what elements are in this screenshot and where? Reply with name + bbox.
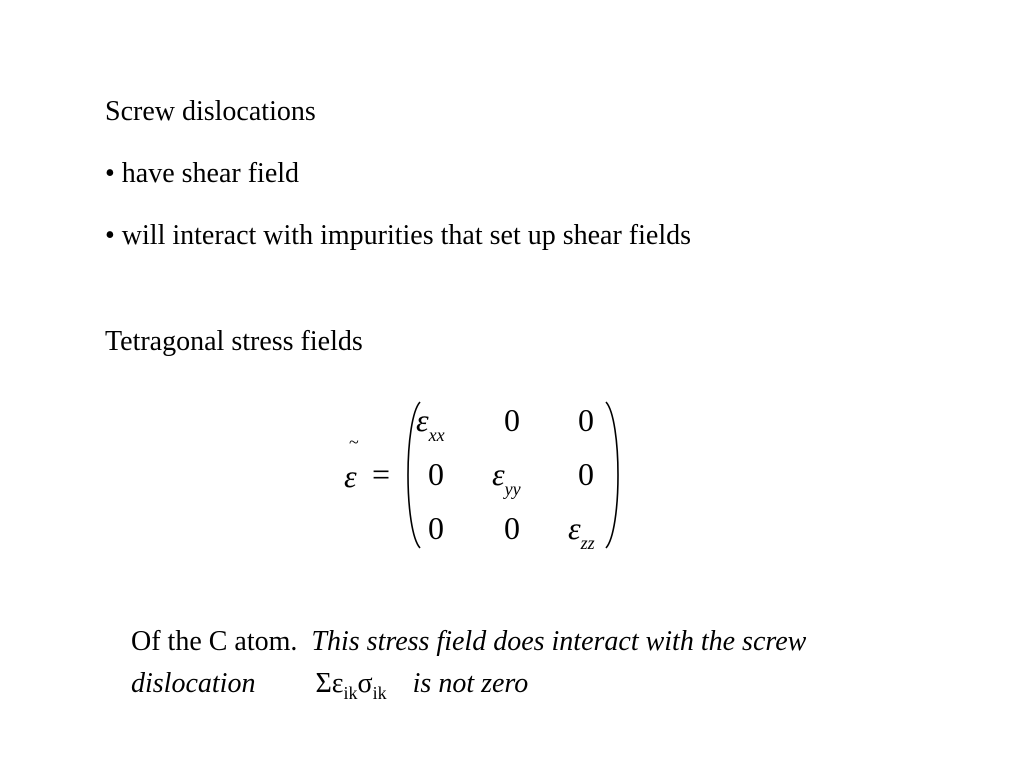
matrix-cell-0-2: 0 (578, 402, 594, 438)
heading-tetragonal-stress-fields: Tetragonal stress fields (105, 326, 363, 357)
matrix-cell-zz: $\varepsilon_{zz}$ (568, 510, 595, 553)
equals-sign: = (372, 456, 391, 492)
matrix-cell-yy: $\varepsilon_{yy}$ (492, 456, 521, 499)
matrix-cell-1-2: 0 (578, 456, 594, 492)
sub-ik-2: ik (372, 683, 387, 703)
matrix-right-bracket (602, 400, 628, 550)
matrix-cell-2-0: 0 (428, 510, 444, 546)
sigma-symbol: σ (357, 668, 373, 699)
matrix-cell-xx: $\varepsilon_{xx}$ (416, 402, 445, 445)
note-italic-2: dislocation (131, 668, 256, 699)
matrix-cell-1-0: 0 (428, 456, 444, 492)
matrix-cell-2-1: 0 (504, 510, 520, 546)
note-italic-1: This stress field does interact with the screw (311, 626, 807, 657)
bullet-shear-field: • have shear field (105, 158, 300, 189)
sum-symbol: Σε (315, 668, 344, 699)
equation-lhs: ε (344, 458, 357, 494)
note-line-1 (131, 626, 806, 658)
note-italic-3: is not zero (412, 668, 529, 699)
note-plain: Of the C atom. (131, 626, 298, 657)
bullet-interact-impurities: • will interact with impurities that set up shear fields (105, 220, 692, 251)
note-line-2 (131, 668, 528, 702)
matrix-cell-0-1: 0 (504, 402, 520, 438)
sub-ik-1: ik (343, 683, 358, 703)
tensor-tilde: ~ (349, 432, 359, 452)
heading-screw-dislocations: Screw dislocations (105, 96, 316, 127)
